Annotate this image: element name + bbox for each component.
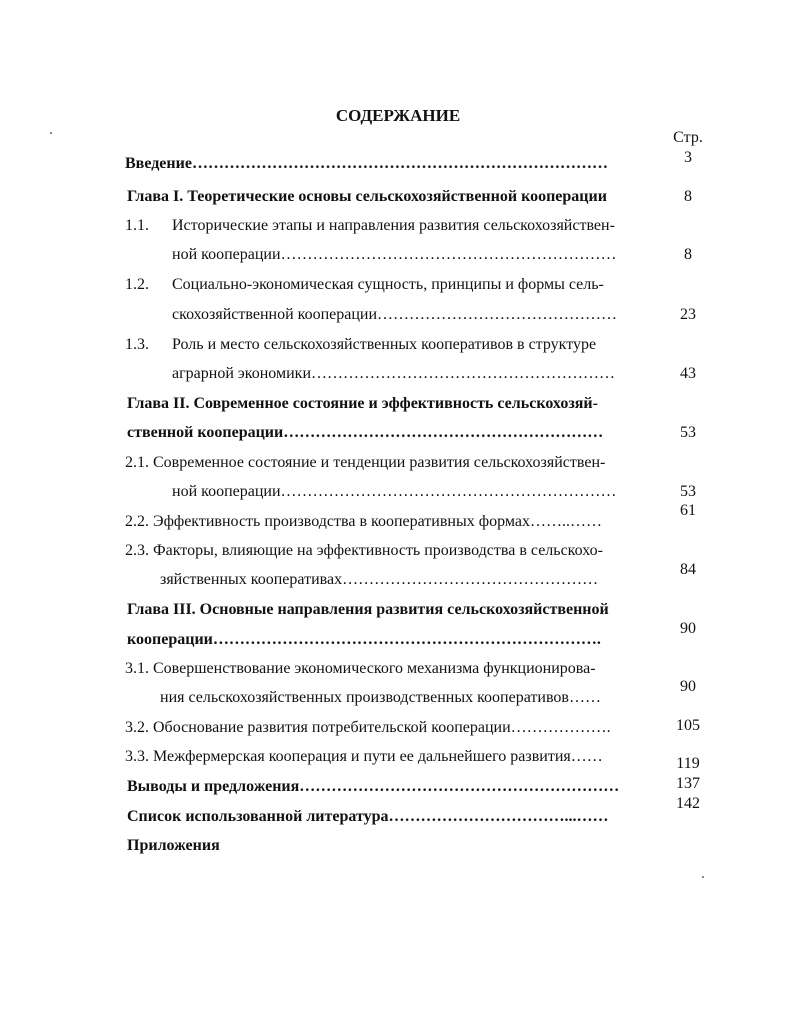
toc-page-3-2: 105	[676, 717, 700, 734]
toc-entry-chapter-3-cont: кооперации……………………………………………………………….	[127, 631, 601, 648]
toc-entry-3-3: 3.3. Межфермерская кооперация и пути ее дальнейшего развития……	[125, 748, 603, 765]
toc-page-1-1: 8	[684, 246, 692, 263]
toc-entry-chapter-3: Глава III. Основные направления развития сельскохозяйственной	[127, 601, 609, 618]
toc-entry-1-2-cont: скохозяйственной кооперации………………………………………	[172, 306, 618, 323]
toc-entry-1-2: Социально-экономическая сущность, принципы и формы сель-	[172, 276, 604, 293]
page-title: СОДЕРЖАНИЕ	[335, 106, 461, 125]
toc-page-conclusions: 137	[676, 775, 700, 792]
toc-page-1-3: 43	[680, 365, 696, 382]
toc-page-3-3: 119	[676, 755, 700, 772]
toc-page-2-3: 84	[680, 561, 696, 578]
toc-entry-appendices: Приложения	[127, 837, 220, 854]
toc-entry-3-1: 3.1. Совершенствование экономического механизма функционирова-	[125, 660, 596, 677]
toc-entry-2-3: 2.3. Факторы, влияющие на эффективность производства в сельскохо-	[125, 542, 603, 559]
toc-entry-1-1: Исторические этапы и направления развития сельскохозяйствен-	[172, 217, 615, 234]
toc-entry-references: Список использованной литература……………………………...……	[127, 808, 609, 825]
toc-entry-1-1-cont: ной кооперации………………………………………………………	[172, 246, 617, 263]
toc-entry-1-3: Роль и место сельскохозяйственных кооперативов в структуре	[172, 336, 597, 353]
scan-speck	[50, 132, 52, 134]
toc-page-2-1: 53	[680, 483, 696, 500]
scan-speck	[702, 876, 704, 878]
toc-entry-1-1-number: 1.1.	[125, 217, 149, 234]
toc-entry-2-2: 2.2. Эффективность производства в кооперативных формах……..……	[125, 513, 602, 530]
toc-page-2-2: 61	[680, 502, 696, 519]
toc-entry-2-1: 2.1. Современное состояние и тенденции развития сельскохозяйствен-	[125, 454, 606, 471]
toc-entry-2-3-cont: зяйственных кооперативах…………………………………………	[160, 571, 599, 588]
toc-entry-1-2-number: 1.2.	[125, 276, 149, 293]
toc-entry-chapter-2-cont: ственной кооперации……………………………………………………	[127, 424, 604, 441]
toc-page-references: 142	[676, 795, 700, 812]
toc-entry-1-3-cont: аграрной экономики…………………………………………………	[172, 365, 615, 382]
toc-page-1-2: 23	[680, 306, 696, 323]
toc-page-chapter-1: 8	[684, 188, 692, 205]
toc-entry-conclusions: Выводы и предложения……………………………………………………	[127, 778, 620, 795]
toc-entry-3-2: 3.2. Обоснование развития потребительской кооперации……………….	[125, 719, 611, 736]
toc-page-chapter-2: 53	[680, 424, 696, 441]
toc-page-intro: 3	[684, 149, 692, 166]
toc-entry-chapter-2: Глава II. Современное состояние и эффективность сельскохозяй-	[127, 395, 598, 412]
toc-entry-intro: Введение……………………………………………………………………	[125, 155, 608, 172]
toc-page-3-1: 90	[680, 678, 696, 695]
toc-entry-2-1-cont: ной кооперации………………………………………………………	[172, 483, 617, 500]
toc-entry-chapter-1: Глава I. Теоретические основы сельскохозяйственной кооперации	[127, 188, 607, 205]
toc-entry-3-1-cont: ния сельскохозяйственных производственных кооперативов……	[160, 689, 601, 706]
toc-page-chapter-3: 90	[680, 620, 696, 637]
page-column-header: Стр.	[673, 129, 703, 146]
toc-entry-1-3-number: 1.3.	[125, 336, 149, 353]
